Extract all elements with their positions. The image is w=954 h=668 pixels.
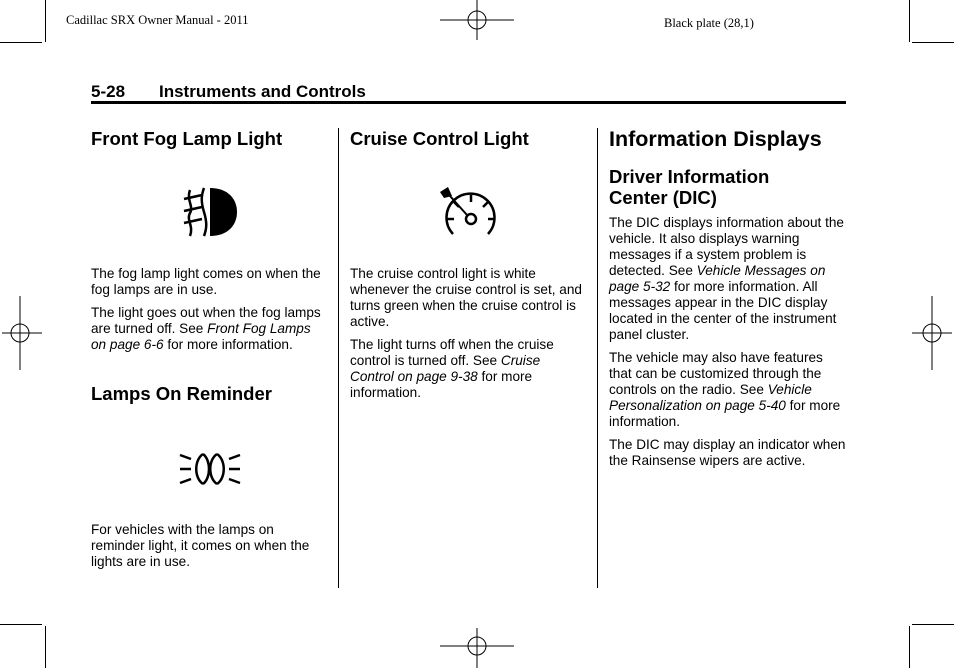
dic-para-3: The DIC may display an indicator when the Rainsense wipers are active. xyxy=(609,437,846,468)
dic-para-1-text: The DIC displays information about the vehicle. It also displays warning messages if a system problem is detected. See xyxy=(609,215,844,278)
fog-lamp-para-1: The fog lamp light comes on when the fog lamps are in use. xyxy=(91,266,321,297)
dic-para-2 xyxy=(609,350,847,430)
registration-mark-right xyxy=(912,296,954,370)
column-divider-1 xyxy=(338,128,339,588)
fog-lamp-heading: Front Fog Lamp Light xyxy=(91,128,283,149)
registration-mark-left xyxy=(0,296,42,370)
section-title: Instruments and Controls xyxy=(159,82,366,101)
cruise-control-link[interactable]: Cruise Control on page 9-38 xyxy=(350,353,541,384)
fog-lamp-para-2-tail: for more information. xyxy=(163,337,293,352)
dic-para-2-tail: for more information. xyxy=(609,398,841,429)
cruise-control-icon xyxy=(436,186,500,240)
column-divider-2 xyxy=(597,128,598,588)
print-header-right: Black plate (28,1) xyxy=(664,16,754,30)
dic-para-1-tail: for more information. All messages appear in the DIC display located in the center of the instrument panel cluster. xyxy=(609,279,837,342)
parking-lamps-icon xyxy=(178,450,242,488)
cruise-control-para-1: The cruise control light is white whenever the cruise control is set, and turns green when the cruise control is active. xyxy=(350,266,582,329)
cruise-control-para-2 xyxy=(350,337,582,401)
registration-mark-top xyxy=(440,0,514,42)
fog-lamp-para-2-text: The light goes out when the fog lamps are turned off. See xyxy=(91,305,321,336)
vehicle-messages-link[interactable]: Vehicle Messages on page 5-32 xyxy=(609,263,826,294)
lamps-on-reminder-para: For vehicles with the lamps on reminder light, it comes on when the lights are in use. xyxy=(91,522,310,569)
print-header-left: Cadillac SRX Owner Manual - 2011 xyxy=(66,13,249,27)
front-fog-lamps-link[interactable]: Front Fog Lamps on page 6-6 xyxy=(91,321,311,352)
page-number: 5-28 xyxy=(91,82,126,101)
information-displays-title: Information Displays xyxy=(609,127,822,151)
registration-mark-bottom xyxy=(440,626,514,668)
cruise-control-para-2-text: The light turns off when the cruise control is turned off. See xyxy=(350,337,554,368)
dic-para-2-text: The vehicle may also have features that can be customized through the controls on the radio. See xyxy=(609,350,823,397)
dic-heading: Driver Information Center (DIC) xyxy=(609,166,770,208)
cruise-control-para-2-tail: for more information. xyxy=(350,369,533,400)
lamps-on-reminder-heading: Lamps On Reminder xyxy=(91,383,272,404)
front-fog-lamp-icon xyxy=(180,186,240,240)
vehicle-personalization-link[interactable]: Vehicle Personalization on page 5-40 xyxy=(609,382,812,413)
page-header xyxy=(91,82,846,104)
cruise-control-heading: Cruise Control Light xyxy=(350,128,529,149)
dic-para-1 xyxy=(609,215,847,343)
fog-lamp-para-2 xyxy=(91,305,323,353)
